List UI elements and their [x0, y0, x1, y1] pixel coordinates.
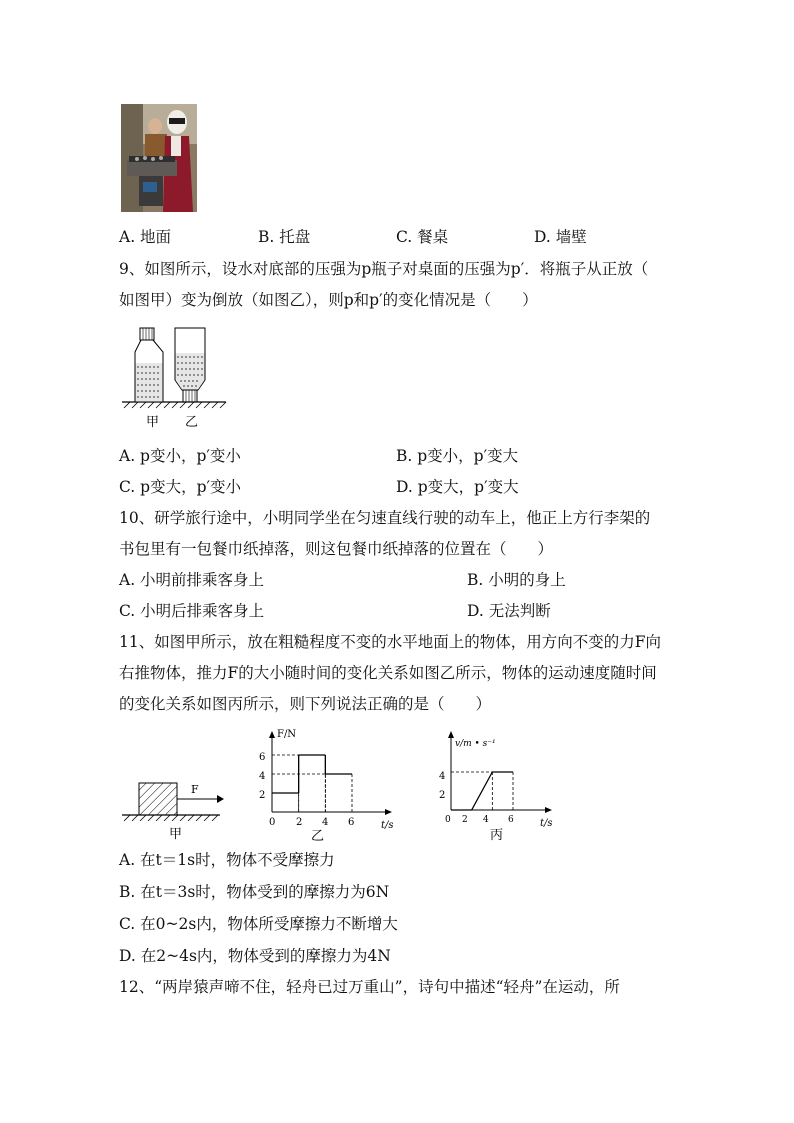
yi-ytick-2: 2: [259, 790, 266, 801]
q11-fig-jia-label: 甲: [169, 827, 183, 842]
q11-option-d: D. 在2~4s内，物体受到的摩擦力为4N: [119, 947, 391, 965]
q11-force-label: F: [191, 783, 199, 796]
q9-option-c: C. p变大，p′变小: [119, 478, 242, 496]
q9-fig-label-jia: 甲: [146, 415, 160, 430]
bing-xtick-0: 0: [445, 815, 451, 825]
q8-option-d: D. 墙壁: [534, 228, 587, 246]
q10-option-d: D. 无法判断: [467, 602, 551, 620]
q10-option-b: B. 小明的身上: [467, 571, 566, 589]
q9-option-a: A. p变小，p′变小: [119, 447, 241, 465]
q9-option-d: D. p变大，p′变大: [396, 478, 519, 496]
q11-option-c: C. 在0~2s内，物体所受摩擦力不断增大: [119, 915, 398, 933]
q10-option-a: A. 小明前排乘客身上: [119, 571, 265, 589]
q9-stem-line1: 9、如图所示，设水对底部的压强为p瓶子对桌面的压强为p′．将瓶子从正放（: [119, 260, 649, 278]
q12-stem-line1: 12、“两岸猿声啼不住，轻舟已过万重山”，诗句中描述“轻舟”在运动，所: [119, 978, 620, 996]
q9-stem-line2: 如图甲）变为倒放（如图乙），则p和p′的变化情况是（ ）: [119, 291, 538, 309]
bing-xlabel: t/s: [540, 818, 553, 829]
q9-bottles-figure: [120, 325, 230, 439]
q8-option-a: A. 地面: [119, 228, 172, 246]
bing-xtick-6: 6: [508, 815, 514, 825]
yi-xtick-4: 4: [322, 817, 329, 828]
bing-xtick-2: 2: [462, 815, 468, 825]
yi-xtick-6: 6: [348, 817, 355, 828]
bing-label: 丙: [490, 828, 504, 843]
bing-ytick-2: 2: [439, 790, 446, 801]
yi-xlabel: t/s: [381, 820, 394, 831]
q11-option-b: B. 在t＝3s时，物体受到的摩擦力为6N: [119, 883, 390, 901]
robot-waiter-photo: [121, 104, 197, 212]
yi-ytick-4: 4: [259, 771, 266, 782]
yi-xtick-2: 2: [296, 817, 303, 828]
q9-option-b: B. p变小，p′变大: [396, 447, 519, 465]
q10-option-c: C. 小明后排乘客身上: [119, 602, 265, 620]
bing-segment-2: [472, 772, 493, 810]
q11-stem-line1: 11、如图甲所示，放在粗糙程度不变的水平地面上的物体，用方向不变的力F向: [119, 633, 661, 651]
q11-figure-jia: [120, 775, 230, 849]
q8-option-c: C. 餐桌: [396, 228, 449, 246]
q10-stem-line1: 10、研学旅行途中，小明同学坐在匀速直线行驶的动车上，他正上方行李架的: [119, 509, 651, 527]
q10-stem-line2: 书包里有一包餐巾纸掉落，则这包餐巾纸掉落的位置在（ ）: [119, 540, 554, 558]
yi-xtick-0: 0: [269, 817, 276, 828]
yi-ylabel: F/N: [277, 729, 297, 740]
bing-ylabel: v/m • s⁻¹: [455, 739, 496, 749]
yi-ytick-6: 6: [259, 752, 266, 763]
bing-xtick-4: 4: [483, 815, 489, 825]
q11-stem-line3: 的变化关系如图丙所示，则下列说法正确的是（ ）: [119, 695, 492, 713]
bing-ytick-4: 4: [439, 771, 446, 782]
q9-fig-label-yi: 乙: [185, 415, 199, 430]
q8-option-b: B. 托盘: [258, 228, 311, 246]
q11-stem-line2: 右推物体，推力F的大小随时间的变化关系如图乙所示，物体的运动速度随时间: [119, 664, 657, 682]
yi-label: 乙: [311, 829, 325, 843]
q11-option-a: A. 在t＝1s时，物体不受摩擦力: [119, 851, 335, 869]
q11-figure-bing: [437, 728, 567, 847]
q11-figure-yi: [255, 728, 405, 847]
